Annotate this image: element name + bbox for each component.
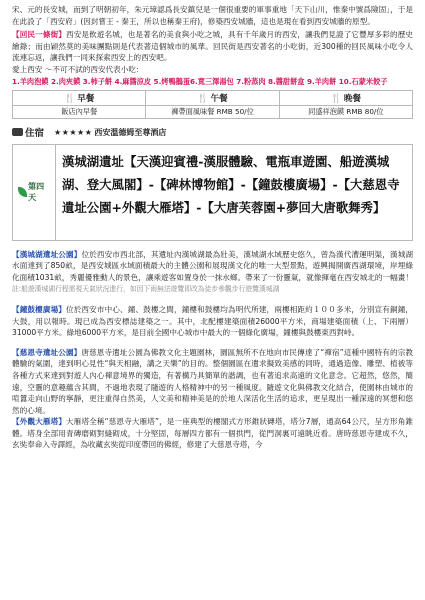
hancheng-section xyxy=(12,249,413,296)
food-list: 1.羊肉泡饃 2.肉夾饃 3.柿子餅 4.麻醬涼皮 5.烤鴨鵝蛋6.寬三澤湯包 7.粉蒸肉 8.醬甜餅盒 9.羊肉餅 10.石蒙米餃子 xyxy=(12,76,388,86)
hotel-stars: ★★★★★ xyxy=(54,127,93,137)
document-page xyxy=(12,4,413,451)
lunch-header: 🍴 午餐 xyxy=(146,90,279,105)
fork-knife-icon: 🍴 xyxy=(64,93,76,104)
day-itinerary-box xyxy=(12,144,413,241)
lunch-value: 褲帶面風味餐 RMB 50/位 xyxy=(146,105,279,118)
dinner-header: 🍴 晚餐 xyxy=(279,90,412,105)
dayan-text: 大雁塔全稱“慈恩寺大雁塔”，是一座典型的樓閣式方形錐狀磚塔，塔分7層，通高64公尺，呈方形角錐體。塔身全部用青磚磨砌對縫砌成，十分堅固，每層四方都有一個拱門，從門洞裏可遠眺近看。唐時慈恩寺建成不久，玄奘奉命入寺譯經，為收藏玄奘從印度帶回的佛經，修建了大慈恩寺塔，今 xyxy=(12,417,414,450)
dayan-section xyxy=(12,416,413,451)
intro-paragraph: 宋、元的長安城，而到了明朝初年，朱元璋認爲長安鎮兒是一個很重要的軍事重地「天下山川，惟秦中號爲險固」，于是在此設了「西安府」(因封嘗王 - 秦王，所以也稱秦王府)，修築西安城牆，這也是現在看到西安城牆的原型。 xyxy=(12,5,413,26)
day-badge: 第四天 xyxy=(18,183,50,201)
ciensi-section xyxy=(12,347,413,417)
fork-knife-icon: 🍴 xyxy=(197,93,209,104)
dayan-tag: 【外觀大雁塔】 xyxy=(12,417,67,427)
breakfast-value: 飯店內早餐 xyxy=(13,105,146,118)
ciensi-text: 唐慈恩寺遺址公園為佛教文化主題園林，園區無所不在地向市民傳達了“禪宿”這種中國特有的宗教體驗的氣圍，達到明心見性“與天相融，講之天樂”的目的。整個園區在遺求擬致美感的同時，通過造像、雕塑、植被等各種方式來達到對遊人內心禪意境界的獨造，有著構乃具簡單的諧調，也有著追求高遠的文化意念。它超然，悠然，簡遠，空靈的意趣蘊含其間，不過地表現了隨遊的人格精神中的另一種風度。隨遊文化與佛教文化結合，使園林由城市的喧囂走向山野的寧靜，更注重得自然美，人文美和精神美是的於地人深活化生活的追求，更呈現出一種深遠的冥想和悠然的心境。 xyxy=(12,347,413,415)
food-text: 西安是飲遊名城，也是著名的美食與小吃之城，具有千年歲月的西安，讓我們見證了它豐厚多彩的歷史繪錄；而由穎然莫的美味團點則是代表著這個城市的風華。回民街是西安著名的小吃街，近300種的回民風味小吃令人流連忘返，讓我們一同來探索西安上的西安吧。 xyxy=(12,30,413,63)
leaf-icon xyxy=(18,187,27,197)
hancheng-text: 位於西安市西北部，其遺址內漢城湖最為壯美，漢城湖水域歷史悠久，曾為漢代漕運明渠，漢城湖水面達到了850畝，是西安城區水域面積最大的主體公園和展現漢文化的唯一大型景點，遊興揭開廣西湖環境，岸埋綠化面積1031畝，秀麗優雅動人的景色，讓乘遊客如置身於一抹水鄉。帶來了一份靈氣，就像揮毫在西安城北的一幅畫！ xyxy=(12,249,414,282)
hotel-name: 西安溫德姆至尊酒店 xyxy=(94,127,167,137)
drum-tag: 【鐘鼓樓廣場】 xyxy=(12,304,66,314)
drum-text: 位於西安市中心、鐘、鼓樓之間，鐘樓和鼓樓均為明代所建，兩樓相距約１００多米，分別宣有銅鐘，大鼓，用以報時。現已成為西安標誌建築之一。其中，北配樓建築面積26000平方米，商場建築面積（上、下兩層）31000平方米。綠地6000平方米，是目前全國中心城市中最大的一個綠化廣場，鐘樓與鼓樓東西對峙。 xyxy=(12,304,413,338)
hancheng-note: 註:船遊漢城湖行程需視天氣狀況進行，如因下雨無法遊覽即改為徒步參觀步行遊覽漢城湖 xyxy=(12,285,280,294)
breakfast-header: 🍴 早餐 xyxy=(13,90,146,105)
hancheng-tag: 【漢城湖遺址公園】 xyxy=(12,249,82,259)
bed-icon xyxy=(12,128,23,136)
fork-knife-icon: 🍴 xyxy=(330,93,342,104)
accommodation-badge: 住宿 xyxy=(12,125,44,139)
day-itinerary-text: 漢城湖遺址【天漢迎賓禮-漢服體驗、電瓶車遊園、船遊漢城湖、登大風閣】-【碑林博物館】-【鐘鼓樓廣場】-【大慈恩寺遺址公園+外觀大雁塔】-【大唐芙蓉園+夢回大唐歌舞秀】 xyxy=(62,153,400,215)
dinner-value: 同盛祥泡饃 RMB 80/位 xyxy=(279,105,412,118)
food-paragraph xyxy=(12,29,413,64)
day-badge-cell xyxy=(13,145,56,240)
ciensi-tag: 【慈恩寺遺址公園】 xyxy=(12,347,82,357)
food-tag: 【回民一條街】 xyxy=(12,30,66,40)
drum-section xyxy=(12,304,413,339)
food-intro-line: 愛上西安 ～不可不試的西安代表小吃： xyxy=(12,64,144,74)
accommodation-row xyxy=(12,125,413,140)
meals-table xyxy=(12,90,413,119)
